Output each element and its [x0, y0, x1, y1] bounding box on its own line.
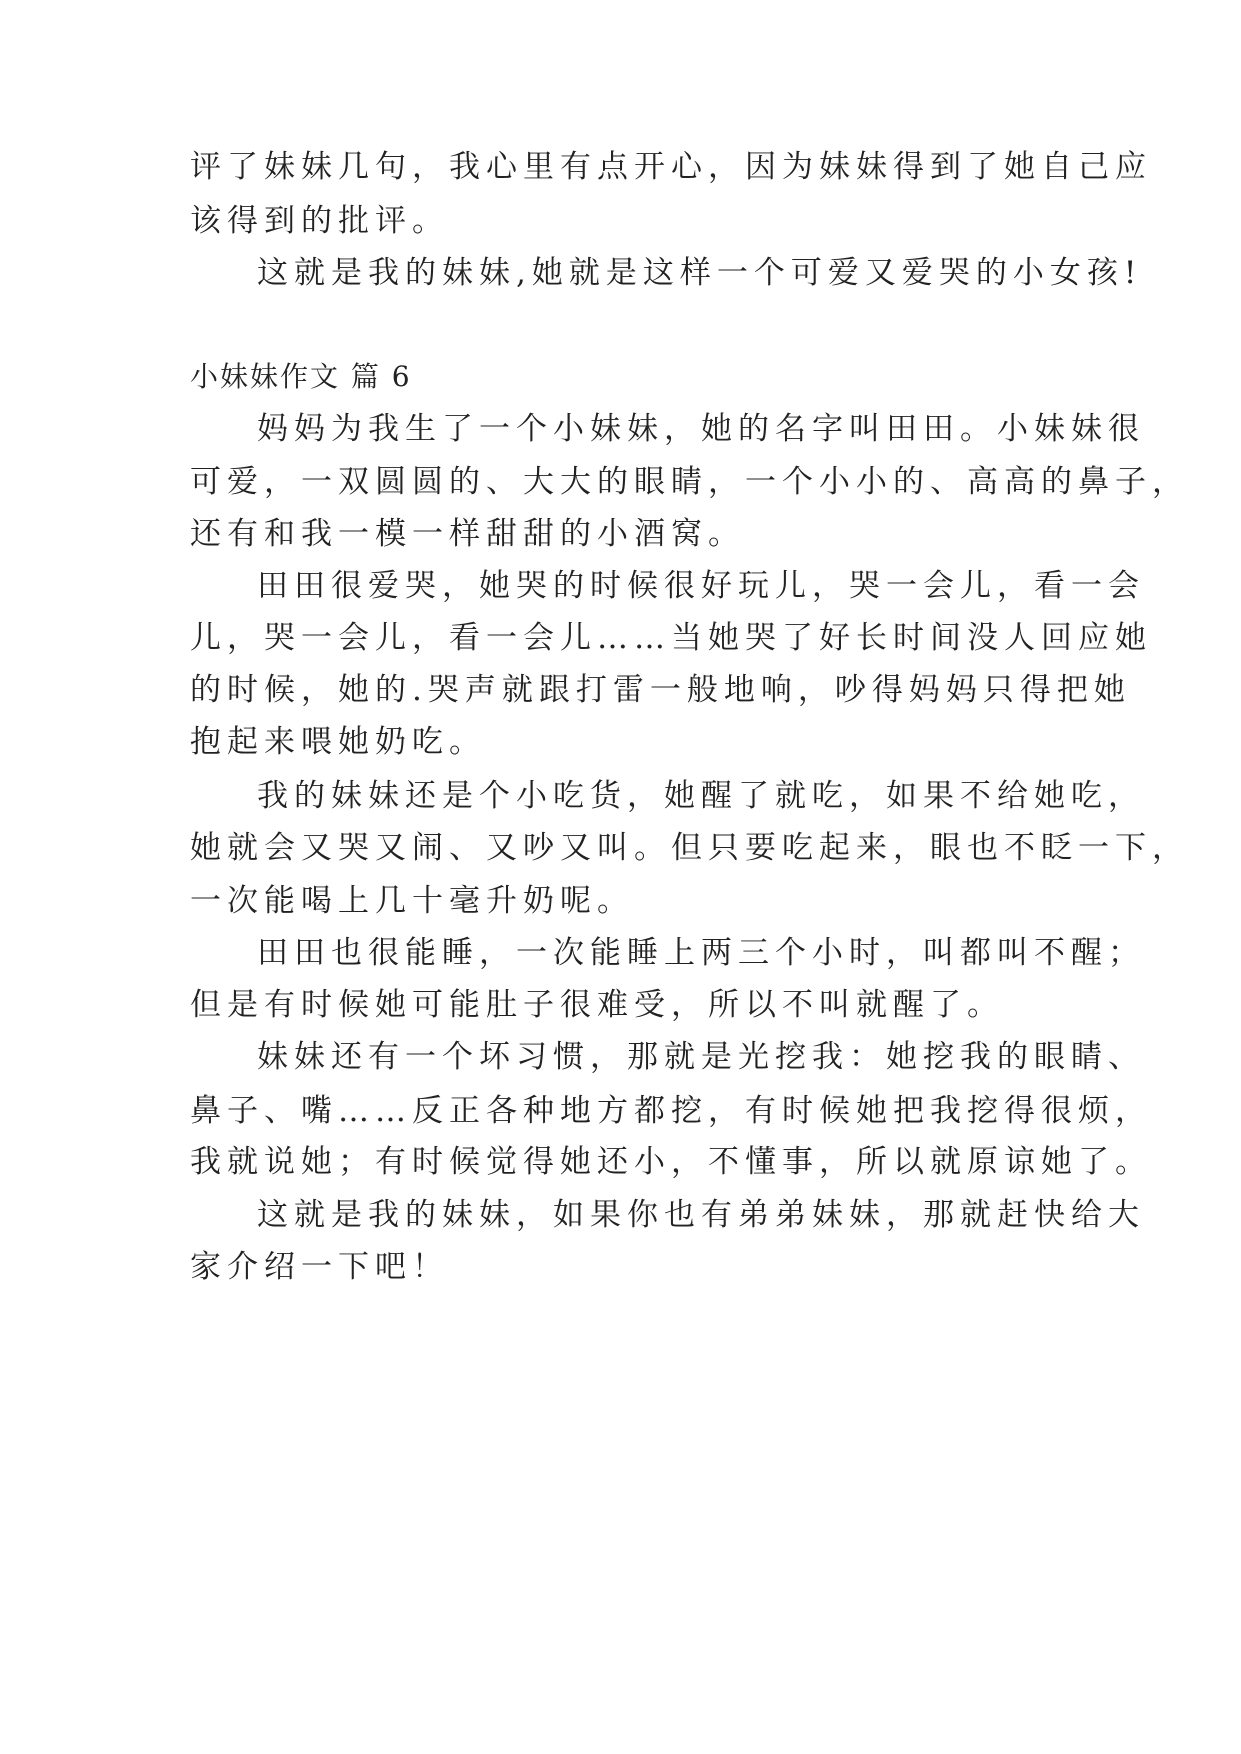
text-line: 家介绍一下吧！: [190, 1249, 449, 1285]
text-line: 她就会又哭又闹、又吵又叫。但只要吃起来，眼也不眨一下，: [190, 830, 1189, 866]
text-line: 妈妈为我生了一个小妹妹，她的名字叫田田。小妹妹很: [257, 411, 1145, 447]
text-line: 鼻子、嘴……反正各种地方都挖，有时候她把我挖得很烦，: [190, 1093, 1152, 1129]
text-line: 评了妹妹几句，我心里有点开心，因为妹妹得到了她自己应: [190, 149, 1152, 185]
text-line: 但是有时候她可能肚子很难受，所以不叫就醒了。: [190, 987, 1004, 1023]
text-line: 儿，哭一会儿，看一会儿……当她哭了好长时间没人回应她: [190, 620, 1152, 656]
section-heading: 小妹妹作文 篇 6: [190, 360, 412, 393]
text-line: 这就是我的妹妹，如果你也有弟弟妹妹，那就赶快给大: [257, 1197, 1145, 1233]
closing-sentence: 这就是我的妹妹,她就是这样一个可爱又爱哭的小女孩!: [257, 255, 1143, 291]
text-line: 抱起来喂她奶吃。: [190, 724, 486, 760]
text-line: 可爱，一双圆圆的、大大的眼睛，一个小小的、高高的鼻子，: [190, 464, 1189, 500]
text-line: 妹妹还有一个坏习惯，那就是光挖我：她挖我的眼睛、: [257, 1039, 1145, 1075]
text-line: 我的妹妹还是个小吃货，她醒了就吃，如果不给她吃，: [257, 778, 1145, 814]
text-line: 一次能喝上几十毫升奶呢。: [190, 883, 634, 919]
text-line: 该得到的批评。: [190, 203, 449, 239]
text-line: 的时候，她的.哭声就跟打雷一般地响，吵得妈妈只得把她: [190, 672, 1131, 708]
text-line: 我就说她；有时候觉得她还小，不懂事，所以就原谅她了。: [190, 1144, 1152, 1180]
text-line: 还有和我一模一样甜甜的小酒窝。: [190, 516, 745, 552]
text-line: 田田也很能睡，一次能睡上两三个小时，叫都叫不醒；: [257, 935, 1145, 971]
text-line: 田田很爱哭，她哭的时候很好玩儿，哭一会儿，看一会: [257, 568, 1145, 604]
